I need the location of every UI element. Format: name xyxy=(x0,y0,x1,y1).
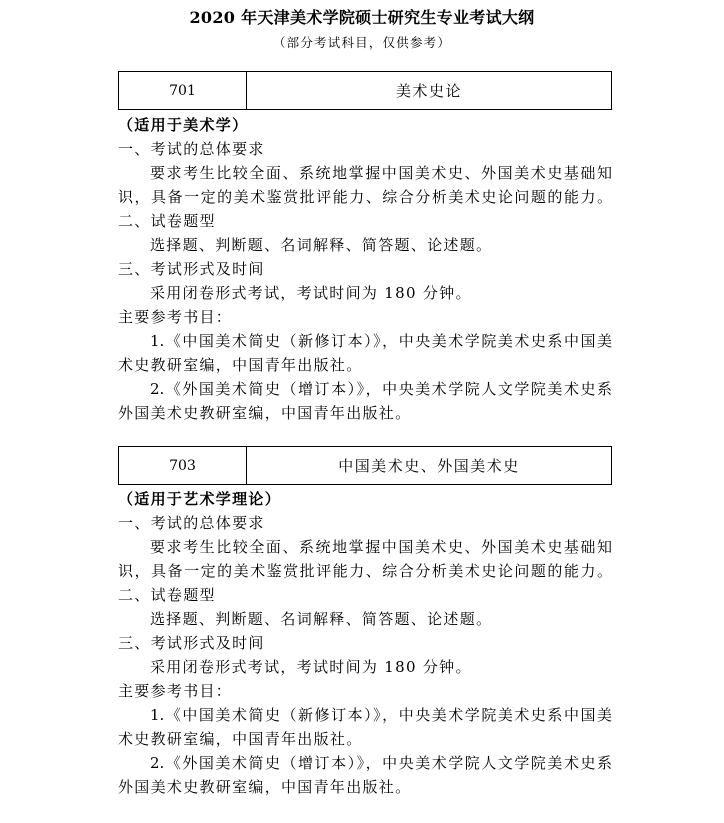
requirements-text-line: 要求考生比较全面、系统地掌握中国美术史、外国美术史基础知 xyxy=(150,538,612,556)
subject-name: 中国美术史、外国美术史 xyxy=(338,457,520,475)
references-heading: 主要参考书目： xyxy=(118,682,233,700)
question-types-heading: 二、试卷题型 xyxy=(118,212,216,230)
applicable-major: （适用于美术学） xyxy=(118,116,249,134)
subject-name: 美术史论 xyxy=(395,82,462,100)
reference-item-line: 术史教研室编，中国青年出版社。 xyxy=(118,730,363,748)
exam-format-heading: 三、考试形式及时间 xyxy=(118,260,265,278)
section-body xyxy=(118,113,612,425)
subject-table xyxy=(118,446,612,485)
reference-item-line: 1.《中国美术简史（新修订本）》，中央美术学院美术史系中国美 xyxy=(150,332,612,350)
exam-format-text: 采用闭卷形式考试，考试时间为 180 分钟。 xyxy=(150,658,472,676)
section-body xyxy=(118,487,612,799)
page-subtitle: （部分考试科目，仅供参考） xyxy=(272,35,452,50)
reference-item-line: 外国美术史教研室编，中国青年出版社。 xyxy=(118,778,412,796)
subject-code: 703 xyxy=(119,447,247,484)
requirements-text-line: 识，具备一定的美术鉴赏批评能力、综合分析美术史论问题的能力。 xyxy=(118,188,612,206)
exam-section-703 xyxy=(118,446,612,799)
page-title: 2020 年天津美术学院硕士研究生专业考试大纲 xyxy=(189,8,535,27)
question-types-text: 选择题、判断题、名词解释、简答题、论述题。 xyxy=(150,236,493,254)
question-types-heading: 二、试卷题型 xyxy=(118,586,216,604)
exam-format-heading: 三、考试形式及时间 xyxy=(118,634,265,652)
subject-table xyxy=(118,71,612,110)
reference-item-line: 1.《中国美术简史（新修订本）》，中央美术学院美术史系中国美 xyxy=(150,706,612,724)
reference-item-line: 2.《外国美术简史（增订本）》，中央美术学院人文学院美术史系 xyxy=(150,380,612,398)
applicable-major: （适用于艺术学理论） xyxy=(118,490,282,508)
requirements-text-line: 识，具备一定的美术鉴赏批评能力、综合分析美术史论问题的能力。 xyxy=(118,562,612,580)
reference-item-line: 术史教研室编，中国青年出版社。 xyxy=(118,356,363,374)
reference-item-line: 2.《外国美术简史（增订本）》，中央美术学院人文学院美术史系 xyxy=(150,754,612,772)
requirements-text-line: 要求考生比较全面、系统地掌握中国美术史、外国美术史基础知 xyxy=(150,164,612,182)
requirements-heading: 一、考试的总体要求 xyxy=(118,140,265,158)
subject-code: 701 xyxy=(119,72,247,109)
requirements-heading: 一、考试的总体要求 xyxy=(118,514,265,532)
exam-section-701 xyxy=(118,71,612,425)
exam-format-text: 采用闭卷形式考试，考试时间为 180 分钟。 xyxy=(150,284,472,302)
question-types-text: 选择题、判断题、名词解释、简答题、论述题。 xyxy=(150,610,493,628)
reference-item-line: 外国美术史教研室编，中国青年出版社。 xyxy=(118,404,412,422)
references-heading: 主要参考书目： xyxy=(118,308,233,326)
